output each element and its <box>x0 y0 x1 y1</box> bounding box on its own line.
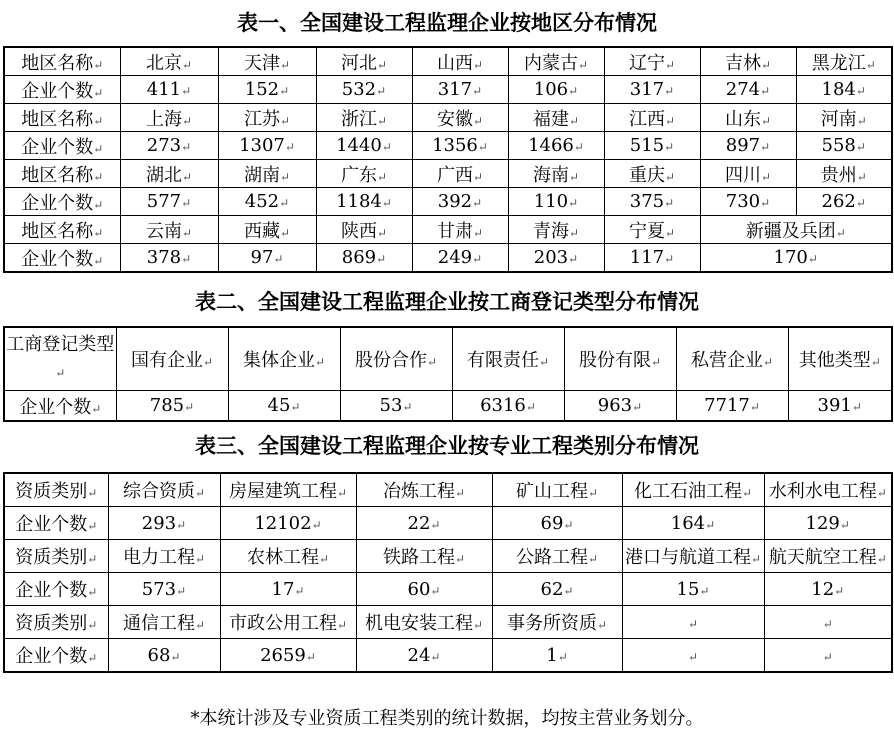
count-cell: 392↵ <box>412 188 508 216</box>
paragraph-mark: ↵ <box>381 140 392 154</box>
category-cell: 冶炼工程↵ <box>356 473 492 507</box>
table-row <box>4 391 892 422</box>
type-cell: 有限责任↵ <box>452 327 564 391</box>
table3-title: 表三、全国建设工程监理企业按专业工程类别分布情况 <box>195 434 699 458</box>
type-cell: 集体企业↵ <box>228 327 340 391</box>
row-label-cell: 资质类别↵ <box>4 606 108 639</box>
count-cell: 1466↵ <box>508 132 604 160</box>
paragraph-mark: ↵ <box>741 486 753 500</box>
paragraph-mark: ↵ <box>472 252 483 266</box>
paragraph-mark: ↵ <box>181 57 193 72</box>
region-cell: 辽宁↵ <box>604 47 700 76</box>
count-cell: 129↵ <box>764 507 892 540</box>
count-cell: 164↵ <box>622 507 764 540</box>
paragraph-mark: ↵ <box>664 84 675 98</box>
paragraph-mark: ↵ <box>835 225 846 240</box>
region-cell: 广东↵ <box>316 160 412 188</box>
table-row <box>4 639 892 673</box>
row-label-cell: 企业个数↵ <box>4 132 120 160</box>
region-cell: 甘肃↵ <box>412 216 508 244</box>
paragraph-mark: ↵ <box>381 196 392 210</box>
paragraph-mark: ↵ <box>538 355 550 369</box>
category-cell: 综合资质↵ <box>108 473 220 507</box>
footnote: *本统计涉及专业资质工程类别的统计数据，均按主营业务划分。 <box>190 708 704 729</box>
count-cell: 68↵ <box>108 639 220 673</box>
paragraph-mark: ↵ <box>760 113 772 128</box>
count-cell: 60↵ <box>356 573 492 606</box>
paragraph-mark: ↵ <box>176 583 187 598</box>
paragraph-mark: ↵ <box>762 355 774 369</box>
paragraph-mark: ↵ <box>477 140 488 154</box>
paragraph-mark: ↵ <box>181 140 192 154</box>
count-cell: 262↵ <box>796 188 892 216</box>
count-cell <box>764 639 892 673</box>
count-cell: 274↵ <box>700 76 796 104</box>
region-cell: 江苏↵ <box>218 104 316 132</box>
paragraph-mark: ↵ <box>181 225 193 240</box>
row-label-cell: 资质类别↵ <box>4 473 108 507</box>
paragraph-mark: ↵ <box>279 57 291 72</box>
paragraph-mark: ↵ <box>760 140 771 154</box>
category-cell <box>764 606 892 639</box>
paragraph-mark: ↵ <box>279 84 290 98</box>
paragraph-mark: ↵ <box>699 583 710 598</box>
paragraph-mark: ↵ <box>184 400 195 414</box>
paragraph-mark: ↵ <box>563 517 574 532</box>
count-cell: 17↵ <box>220 573 356 606</box>
paragraph-mark: ↵ <box>93 253 104 268</box>
paragraph-mark: ↵ <box>93 113 104 128</box>
count-cell: 2659↵ <box>220 639 356 673</box>
region-cell: 黑龙江↵ <box>796 47 892 76</box>
paragraph-mark: ↵ <box>273 252 284 266</box>
type-cell: 国有企业↵ <box>116 327 228 391</box>
region-cell: 海南↵ <box>508 160 604 188</box>
count-cell: 53↵ <box>340 391 452 422</box>
paragraph-mark: ↵ <box>181 113 193 128</box>
count-cell: 963↵ <box>564 391 676 422</box>
paragraph-mark: ↵ <box>525 400 536 414</box>
paragraph-mark: ↵ <box>851 400 862 414</box>
region-cell: 重庆↵ <box>604 160 700 188</box>
table-row <box>4 606 892 639</box>
count-cell: 24↵ <box>356 639 492 673</box>
table-row <box>4 104 892 132</box>
count-cell: 1307↵ <box>218 132 316 160</box>
paragraph-mark: ↵ <box>472 57 484 72</box>
count-cell: 577↵ <box>120 188 218 216</box>
count-cell: 785↵ <box>116 391 228 422</box>
table-row <box>4 160 892 188</box>
qualification-category-table <box>3 472 893 673</box>
count-cell: 730↵ <box>700 188 796 216</box>
paragraph-mark: ↵ <box>93 169 104 184</box>
count-cell: 22↵ <box>356 507 492 540</box>
paragraph-mark: ↵ <box>454 486 466 500</box>
type-cell: 私营企业↵ <box>676 327 788 391</box>
region-cell: 江西↵ <box>604 104 700 132</box>
table-row <box>4 540 892 573</box>
count-cell: 12↵ <box>764 573 892 606</box>
category-cell <box>622 606 764 639</box>
count-cell: 12102↵ <box>220 507 356 540</box>
region-cell: 湖北↵ <box>120 160 218 188</box>
count-cell: 15↵ <box>622 573 764 606</box>
region-cell: 河北↵ <box>316 47 412 76</box>
count-cell: 378↵ <box>120 244 218 273</box>
paragraph-mark: ↵ <box>279 113 291 128</box>
region-cell: 吉林↵ <box>700 47 796 76</box>
table1-title: 表一、全国建设工程监理企业按地区分布情况 <box>237 11 657 35</box>
table-row <box>4 216 892 244</box>
paragraph-mark: ↵ <box>430 649 441 664</box>
paragraph-mark: ↵ <box>426 355 438 369</box>
count-cell: 1184↵ <box>316 188 412 216</box>
paragraph-mark: ↵ <box>856 169 867 184</box>
region-cell: 云南↵ <box>120 216 218 244</box>
count-cell: 532↵ <box>316 76 412 104</box>
paragraph-mark: ↵ <box>87 651 98 665</box>
region-cell: 上海↵ <box>120 104 218 132</box>
paragraph-mark: ↵ <box>760 84 771 98</box>
paragraph-mark: ↵ <box>454 552 466 566</box>
region-cell: 浙江↵ <box>316 104 412 132</box>
paragraph-mark: ↵ <box>807 252 818 266</box>
count-cell: 1356↵ <box>412 132 508 160</box>
row-label-cell: 企业个数↵ <box>4 188 120 216</box>
count-cell: 6316↵ <box>452 391 564 422</box>
paragraph-mark: ↵ <box>855 196 866 210</box>
paragraph-mark: ↵ <box>87 552 98 566</box>
paragraph-mark: ↵ <box>573 140 584 154</box>
table-row <box>4 573 892 606</box>
count-cell: 558↵ <box>796 132 892 160</box>
paragraph-mark: ↵ <box>93 57 104 72</box>
count-cell: 1↵ <box>492 639 622 673</box>
paragraph-mark: ↵ <box>664 225 676 240</box>
count-cell: 391↵ <box>788 391 892 422</box>
paragraph-mark: ↵ <box>472 618 484 632</box>
paragraph-mark: ↵ <box>55 366 66 380</box>
count-cell: 869↵ <box>316 244 412 273</box>
paragraph-mark: ↵ <box>568 169 580 184</box>
row-label-cell: 资质类别↵ <box>4 540 108 573</box>
paragraph-mark: ↵ <box>93 141 104 156</box>
paragraph-mark: ↵ <box>760 57 772 72</box>
row-label-cell: 地区名称↵ <box>4 47 120 76</box>
paragraph-mark: ↵ <box>376 84 387 98</box>
count-cell: 184↵ <box>796 76 892 104</box>
category-cell: 化工石油工程↵ <box>622 473 764 507</box>
paragraph-mark: ↵ <box>822 616 833 631</box>
paragraph-mark: ↵ <box>279 196 290 210</box>
paragraph-mark: ↵ <box>290 400 301 414</box>
count-cell: 452↵ <box>218 188 316 216</box>
count-cell: 117↵ <box>604 244 700 273</box>
paragraph-mark: ↵ <box>876 486 887 500</box>
table-row <box>4 76 892 104</box>
paragraph-mark: ↵ <box>568 113 580 128</box>
count-cell: 203↵ <box>508 244 604 273</box>
count-cell: 106↵ <box>508 76 604 104</box>
count-cell: 293↵ <box>108 507 220 540</box>
count-cell: 375↵ <box>604 188 700 216</box>
table2-title: 表二、全国建设工程监理企业按工商登记类型分布情况 <box>195 290 699 314</box>
region-cell: 山西↵ <box>412 47 508 76</box>
paragraph-mark: ↵ <box>284 140 295 154</box>
table-row <box>4 327 892 391</box>
count-cell: 573↵ <box>108 573 220 606</box>
paragraph-mark: ↵ <box>650 355 662 369</box>
paragraph-mark: ↵ <box>705 517 716 532</box>
paragraph-mark: ↵ <box>336 618 348 632</box>
paragraph-mark: ↵ <box>587 552 599 566</box>
paragraph-mark: ↵ <box>279 225 291 240</box>
count-cell: 170↵ <box>700 244 892 273</box>
category-cell: 矿山工程↵ <box>492 473 622 507</box>
paragraph-mark: ↵ <box>664 169 676 184</box>
category-cell: 电力工程↵ <box>108 540 220 573</box>
type-cell: 其他类型↵ <box>788 327 892 391</box>
paragraph-mark: ↵ <box>472 225 484 240</box>
count-cell: 317↵ <box>604 76 700 104</box>
paragraph-mark: ↵ <box>336 486 348 500</box>
paragraph-mark: ↵ <box>760 169 772 184</box>
paragraph-mark: ↵ <box>596 618 608 632</box>
type-cell: 股份有限↵ <box>564 327 676 391</box>
paragraph-mark: ↵ <box>87 585 98 599</box>
category-cell: 机电安装工程↵ <box>356 606 492 639</box>
region-cell: 青海↵ <box>508 216 604 244</box>
paragraph-mark: ↵ <box>664 140 675 154</box>
paragraph-mark: ↵ <box>855 84 866 98</box>
count-cell: 110↵ <box>508 188 604 216</box>
count-cell: 1440↵ <box>316 132 412 160</box>
paragraph-mark: ↵ <box>472 169 484 184</box>
paragraph-mark: ↵ <box>664 57 676 72</box>
paragraph-mark: ↵ <box>687 649 699 664</box>
paragraph-mark: ↵ <box>577 57 589 72</box>
count-cell: 897↵ <box>700 132 796 160</box>
count-cell: 45↵ <box>228 391 340 422</box>
region-cell: 福建↵ <box>508 104 604 132</box>
paragraph-mark: ↵ <box>472 196 483 210</box>
header-label-cell: 工商登记类型↵ <box>4 327 116 391</box>
paragraph-mark: ↵ <box>279 169 291 184</box>
region-cell: 安徽↵ <box>412 104 508 132</box>
region-cell: 西藏↵ <box>218 216 316 244</box>
row-label-cell: 地区名称↵ <box>4 160 120 188</box>
paragraph-mark: ↵ <box>856 113 867 128</box>
paragraph-mark: ↵ <box>760 196 771 210</box>
region-cell: 广西↵ <box>412 160 508 188</box>
paragraph-mark: ↵ <box>430 583 441 598</box>
paragraph-mark: ↵ <box>294 583 305 598</box>
paragraph-mark: ↵ <box>834 583 845 598</box>
count-cell: 69↵ <box>492 507 622 540</box>
category-cell: 公路工程↵ <box>492 540 622 573</box>
count-cell <box>622 639 764 673</box>
count-cell: 152↵ <box>218 76 316 104</box>
paragraph-mark: ↵ <box>376 225 388 240</box>
paragraph-mark: ↵ <box>91 401 102 416</box>
row-label-cell: 地区名称↵ <box>4 216 120 244</box>
row-label-cell: 企业个数↵ <box>4 639 108 673</box>
paragraph-mark: ↵ <box>376 169 388 184</box>
row-label-cell: 企业个数↵ <box>4 507 108 540</box>
category-cell: 农林工程↵ <box>220 540 356 573</box>
region-cell: 新疆及兵团↵ <box>700 216 892 244</box>
paragraph-mark: ↵ <box>568 84 579 98</box>
row-label-cell: 企业个数↵ <box>4 244 120 273</box>
region-cell: 宁夏↵ <box>604 216 700 244</box>
paragraph-mark: ↵ <box>855 140 866 154</box>
paragraph-mark: ↵ <box>376 113 388 128</box>
row-label-cell: 企业个数↵ <box>4 573 108 606</box>
paragraph-mark: ↵ <box>318 552 330 566</box>
paragraph-mark: ↵ <box>181 252 192 266</box>
paragraph-mark: ↵ <box>750 552 762 566</box>
region-cell: 贵州↵ <box>796 160 892 188</box>
paragraph-mark: ↵ <box>170 649 181 664</box>
paragraph-mark: ↵ <box>314 355 326 369</box>
paragraph-mark: ↵ <box>472 113 484 128</box>
table-row <box>4 507 892 540</box>
count-cell: 411↵ <box>120 76 218 104</box>
paragraph-mark: ↵ <box>822 649 833 664</box>
table-row <box>4 132 892 160</box>
paragraph-mark: ↵ <box>664 113 676 128</box>
registration-type-table <box>3 326 893 422</box>
paragraph-mark: ↵ <box>93 85 104 100</box>
count-cell: 62↵ <box>492 573 622 606</box>
paragraph-mark: ↵ <box>181 84 192 98</box>
region-cell: 陕西↵ <box>316 216 412 244</box>
paragraph-mark: ↵ <box>376 252 387 266</box>
paragraph-mark: ↵ <box>376 57 388 72</box>
paragraph-mark: ↵ <box>632 400 643 414</box>
paragraph-mark: ↵ <box>87 486 98 500</box>
region-cell: 北京↵ <box>120 47 218 76</box>
table-row <box>4 473 892 507</box>
paragraph-mark: ↵ <box>176 517 187 532</box>
count-cell: 249↵ <box>412 244 508 273</box>
paragraph-mark: ↵ <box>568 252 579 266</box>
paragraph-mark: ↵ <box>87 618 98 632</box>
type-cell: 股份合作↵ <box>340 327 452 391</box>
region-cell: 河南↵ <box>796 104 892 132</box>
paragraph-mark: ↵ <box>402 400 413 414</box>
paragraph-mark: ↵ <box>664 196 675 210</box>
region-cell: 天津↵ <box>218 47 316 76</box>
row-label-cell: 企业个数↵ <box>4 391 116 422</box>
paragraph-mark: ↵ <box>87 519 98 533</box>
paragraph-mark: ↵ <box>194 486 206 500</box>
count-cell: 7717↵ <box>676 391 788 422</box>
count-cell: 515↵ <box>604 132 700 160</box>
paragraph-mark: ↵ <box>587 486 599 500</box>
paragraph-mark: ↵ <box>194 552 206 566</box>
paragraph-mark: ↵ <box>664 252 675 266</box>
category-cell: 事务所资质↵ <box>492 606 622 639</box>
category-cell: 通信工程↵ <box>108 606 220 639</box>
paragraph-mark: ↵ <box>557 649 568 664</box>
category-cell: 铁路工程↵ <box>356 540 492 573</box>
paragraph-mark: ↵ <box>749 400 760 414</box>
region-cell: 湖南↵ <box>218 160 316 188</box>
table-row <box>4 47 892 76</box>
paragraph-mark: ↵ <box>876 552 887 566</box>
paragraph-mark: ↵ <box>865 57 876 72</box>
count-cell: 317↵ <box>412 76 508 104</box>
paragraph-mark: ↵ <box>311 517 322 532</box>
category-cell: 航天航空工程↵ <box>764 540 892 573</box>
region-cell: 山东↵ <box>700 104 796 132</box>
region-table <box>3 46 893 273</box>
category-cell: 水利水电工程↵ <box>764 473 892 507</box>
table-row <box>4 244 892 273</box>
category-cell: 房屋建筑工程↵ <box>220 473 356 507</box>
row-label-cell: 企业个数↵ <box>4 76 120 104</box>
paragraph-mark: ↵ <box>472 84 483 98</box>
count-cell: 273↵ <box>120 132 218 160</box>
paragraph-mark: ↵ <box>202 355 214 369</box>
count-cell: 97↵ <box>218 244 316 273</box>
region-cell: 四川↵ <box>700 160 796 188</box>
paragraph-mark: ↵ <box>568 196 579 210</box>
paragraph-mark: ↵ <box>181 196 192 210</box>
paragraph-mark: ↵ <box>563 583 574 598</box>
region-cell: 内蒙古↵ <box>508 47 604 76</box>
paragraph-mark: ↵ <box>430 517 441 532</box>
row-label-cell: 地区名称↵ <box>4 104 120 132</box>
paragraph-mark: ↵ <box>93 225 104 240</box>
paragraph-mark: ↵ <box>870 355 881 369</box>
paragraph-mark: ↵ <box>194 618 206 632</box>
category-cell: 市政公用工程↵ <box>220 606 356 639</box>
paragraph-mark: ↵ <box>687 616 699 631</box>
paragraph-mark: ↵ <box>568 225 580 240</box>
paragraph-mark: ↵ <box>305 649 316 664</box>
paragraph-mark: ↵ <box>181 169 193 184</box>
paragraph-mark: ↵ <box>93 197 104 212</box>
table-row <box>4 188 892 216</box>
paragraph-mark: ↵ <box>839 517 850 532</box>
category-cell: 港口与航道工程↵ <box>622 540 764 573</box>
